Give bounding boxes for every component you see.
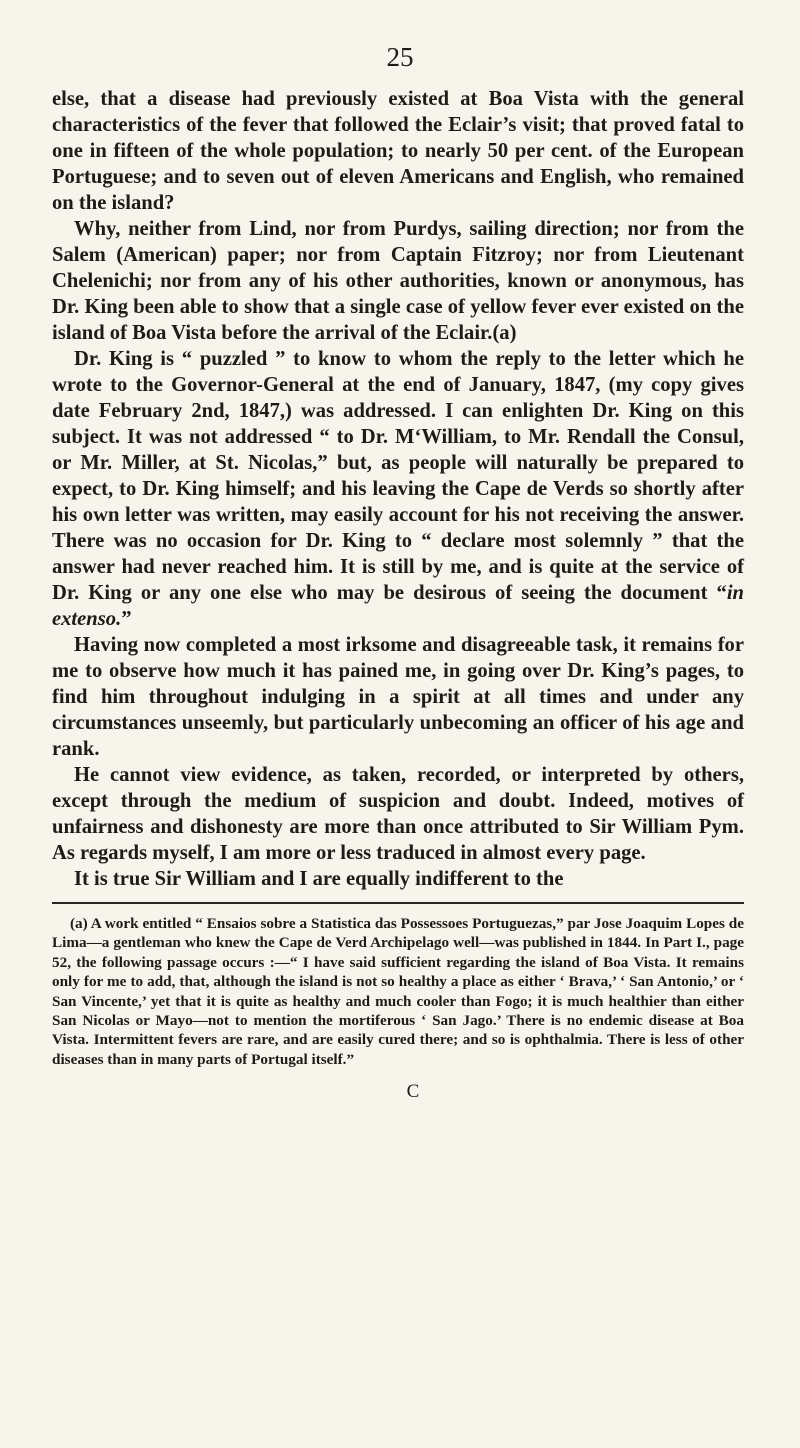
- main-text: [52, 86, 744, 892]
- signature-mark: C: [406, 1081, 420, 1103]
- footnote: (a) A work entitled “ Ensaios sobre a Statistica das Possessoes Portuguezas,” par Jose Joaquim Lopes de Lima—a gentleman who knew the Cape de Verd Archipelago well—was published in 1844. In Part I., page 52, the following passage occurs :—“ I have said sufficient regarding the island of Boa Vista. It remains only for me to add, that, although the island is not so healthy a place as either ‘ Brava,’ ‘ San Antonio,’ or ‘ San Vincente,’ yet that it is quite as healthy and much cooler than Fogo; it is much healthier than either San Nicolas or Mayo—not to mention the mortiferous ‘ San Jago.’ There is no endemic disease at Boa Vista. Intermittent fevers are rare, and are easily cured there; and so is ophthalmia. There is less of other diseases than in many parts of Portugal itself.”: [52, 915, 744, 1068]
- footnote-divider: [52, 902, 744, 904]
- paragraph-2: Why, neither from Lind, nor from Purdys, sailing direction; nor from the Salem (American) paper; nor from Captain Fitzroy; nor from Lieutenant Chelenichi; nor from any of his other authorities, known or anonymous, has Dr. King been able to show that a single case of yellow fever ever existed on the island of Boa Vista before the arrival of the Eclair.(a): [52, 218, 744, 344]
- paragraph-4: Having now completed a most irksome and disagreeable task, it remains for me to observe how much it has pained me, in going over Dr. King’s pages, to find him throughout indulging in a spirit at all times and under any circumstances unseemly, but particularly unbecoming an officer of his age and rank.: [52, 634, 744, 760]
- paragraph-6: It is true Sir William and I are equally indifferent to the: [74, 868, 564, 890]
- paragraph-1: else, that a disease had previously existed at Boa Vista with the general characteristics of the fever that followed the Eclair’s visit; that proved fatal to one in fifteen of the whole population; to nearly 50 per cent. of the European Portuguese; and to seven out of eleven Americans and English, who remained on the island?: [52, 88, 744, 214]
- paragraph-3: [52, 346, 744, 632]
- paragraph-5: He cannot view evidence, as taken, recorded, or interpreted by others, except through the medium of suspicion and doubt. Indeed, motives of unfairness and dishonesty are more than once attributed to Sir William Pym. As regards myself, I am more or less traduced in almost every page.: [52, 764, 744, 864]
- paragraph-3-italic: in extenso.: [52, 582, 744, 630]
- book-page: [52, 42, 744, 1103]
- paragraph-3-closing-quote: ”: [121, 608, 132, 630]
- page-number: 25: [386, 42, 414, 72]
- paragraph-3-text: Dr. King is “ puzzled ” to know to whom the reply to the letter which he wrote to the Governor-General at the end of January, 1847, (my copy gives date February 2nd, 1847,) was addressed. I can enlighten Dr. King on this subject. It was not addressed “ to Dr. M‘William, to Mr. Rendall the Consul, or Mr. Miller, at St. Nicolas,” but, as people will naturally be prepared to expect, to Dr. King himself; and his leaving the Cape de Verds so shortly after his own letter was written, may easily account for his not receiving the answer. There was no occasion for Dr. King to “ declare most solemnly ” that the answer had never reached him. It is still by me, and is quite at the service of Dr. King or any one else who may be desirous of seeing the document “: [52, 348, 744, 604]
